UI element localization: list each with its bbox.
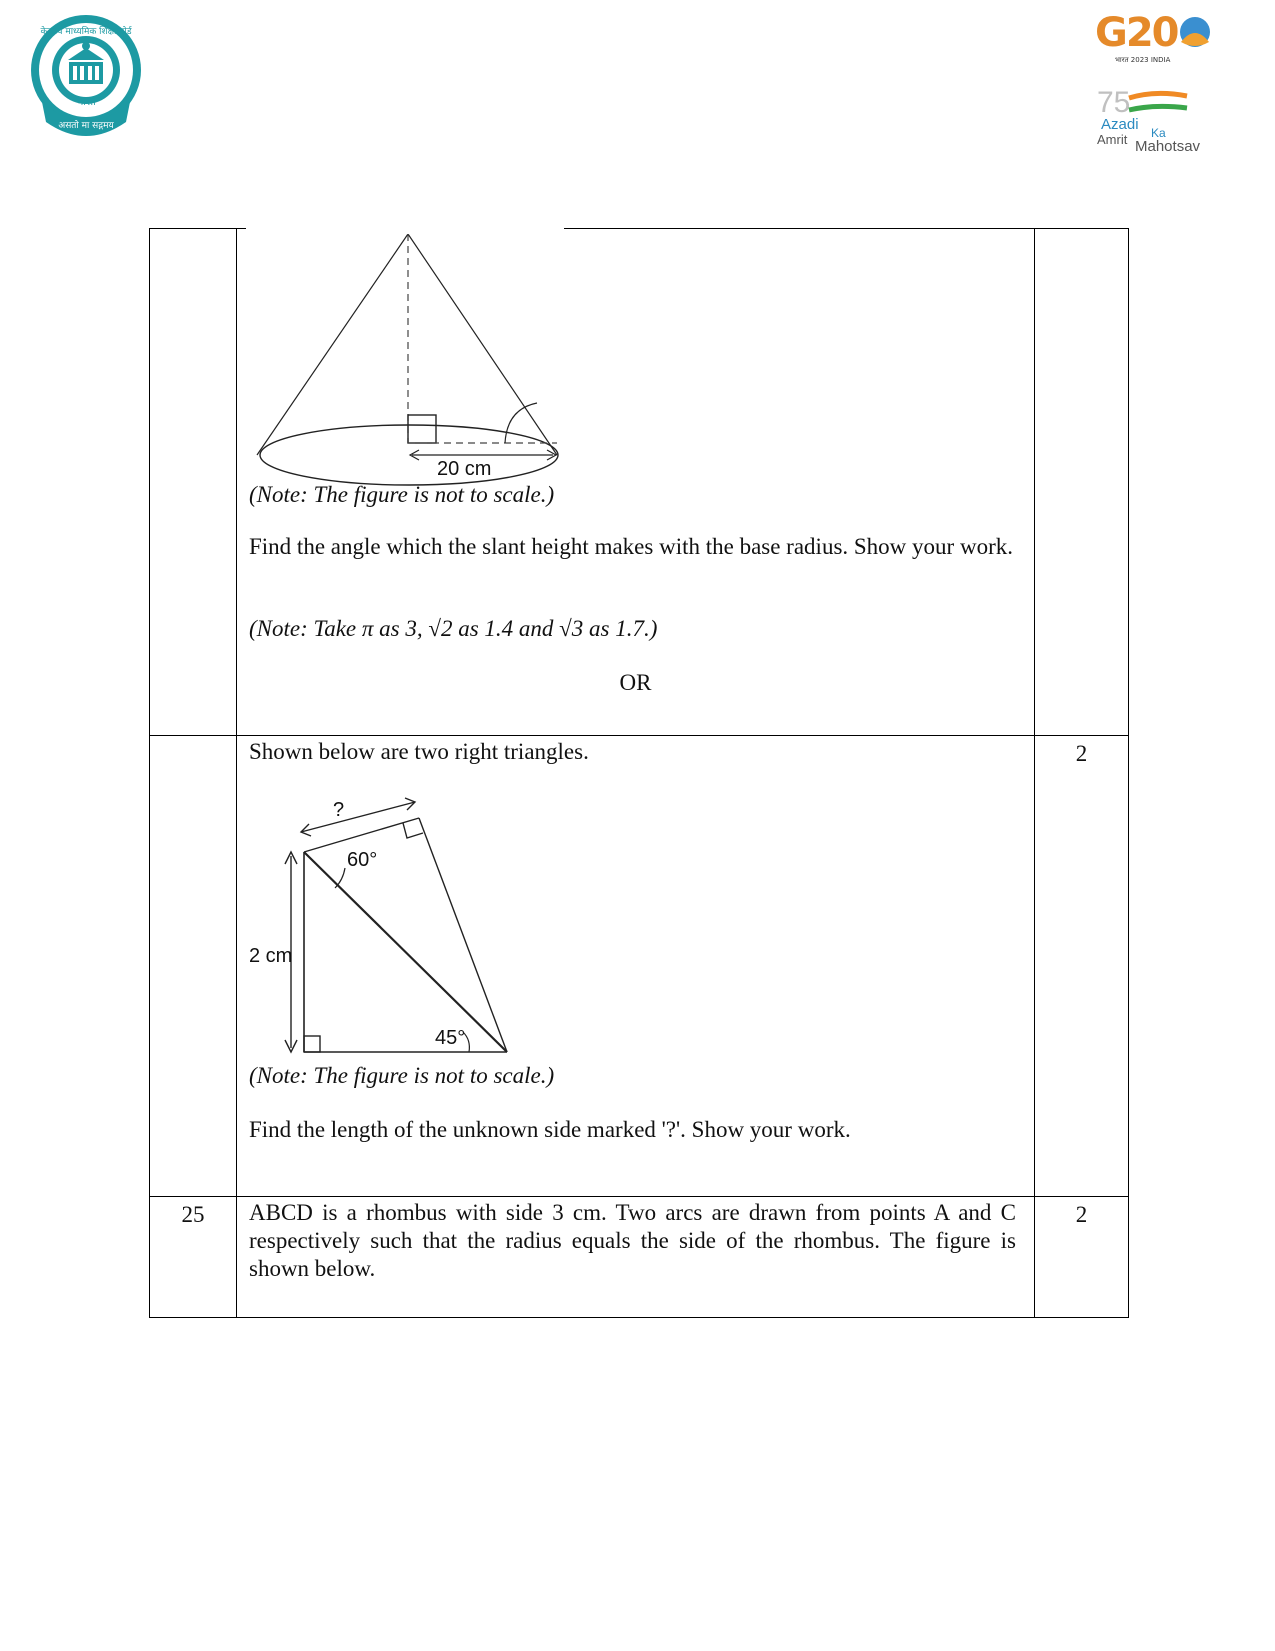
table-row [150, 736, 1129, 1197]
azadi-text: Azadi [1101, 116, 1139, 133]
marks-cell [1035, 229, 1129, 736]
marks-cell: 2 [1035, 1197, 1129, 1318]
azadi-75-icon [1095, 84, 1195, 118]
right-triangles-diagram-icon [257, 788, 547, 1058]
values-note: (Note: Take π as 3, √2 as 1.4 and √3 as 1.7.) [249, 616, 658, 641]
question-body-cell [237, 229, 1035, 736]
g20-subtext: भारत 2023 INDIA [1115, 56, 1171, 64]
marks-cell: 2 [1035, 736, 1129, 1197]
question-text: ABCD is a rhombus with side 3 cm. Two arcs are drawn from points A and C respectively such that the radius equals the side of the rhombus. The figure is shown below. [249, 1200, 1016, 1281]
question-number-cell: 25 [150, 1197, 237, 1318]
question-number-cell [150, 736, 237, 1197]
side-2cm-label: 2 cm [249, 945, 293, 967]
cone-radius-label: 20 cm [437, 458, 492, 480]
question-table [149, 228, 1129, 1318]
mahotsav-text: Mahotsav [1135, 138, 1201, 155]
angle-60-label: 60° [347, 849, 378, 871]
table-row [150, 229, 1129, 736]
figure-note: (Note: The figure is not to scale.) [249, 482, 555, 507]
g20-azadi-logos [1095, 10, 1235, 160]
or-label: OR [619, 670, 652, 695]
cbse-logo [28, 10, 144, 142]
question-number-cell [150, 229, 237, 736]
azadi-ka-text: Ka [1151, 126, 1166, 140]
unknown-side-label: ? [333, 799, 345, 821]
cbse-arc-text: केन्द्रीय माध्यमिक शिक्षा बोर्ड [40, 27, 132, 37]
cone-diagram-icon [247, 229, 567, 497]
table-row [150, 1197, 1129, 1318]
table-top-border-gap [246, 222, 564, 234]
angle-45-label: 45° [435, 1027, 466, 1049]
cbse-motto: असतो मा सद्गमय [58, 121, 114, 131]
g20-lotus-icon [1175, 14, 1215, 54]
question-body-cell [237, 1197, 1035, 1318]
question-text: Find the length of the unknown side marked '?'. Show your work. [249, 1117, 851, 1142]
amrit-text: Amrit [1097, 132, 1128, 147]
question-body-cell [237, 736, 1035, 1197]
svg-text:75: 75 [1097, 86, 1131, 118]
question-intro: Shown below are two right triangles. [249, 739, 589, 764]
cbse-center-text: भारत [76, 97, 96, 108]
figure-note: (Note: The figure is not to scale.) [249, 1063, 555, 1088]
g20-text: G20 [1095, 10, 1178, 56]
question-text: Find the angle which the slant height makes with the base radius. Show your work. [249, 534, 1013, 559]
